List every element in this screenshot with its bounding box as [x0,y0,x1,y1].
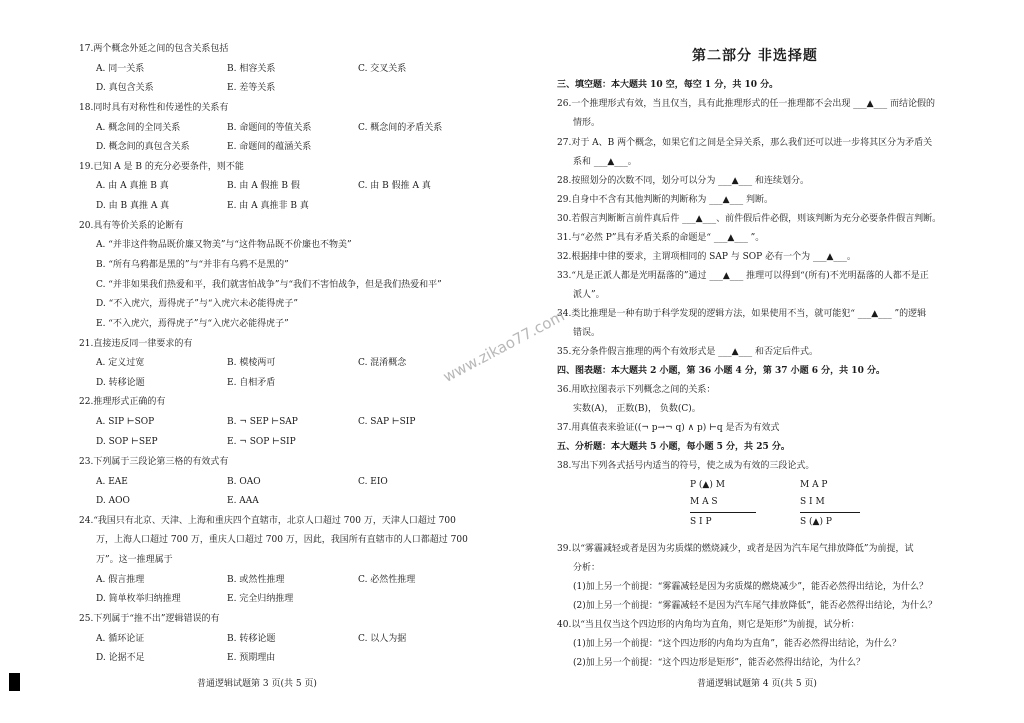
left-line: C. SAP ⊢SIP [358,417,416,427]
left-line: D. 简单枚举归纳推理 [96,594,181,604]
left-line: 24.“我国只有北京、天津、上海和重庆四个直辖市，北京人口超过 700 万，天津人口超过 700 [79,516,456,526]
left-line: B. OAO [227,477,261,487]
left-line: C. 概念间的矛盾关系 [358,123,443,133]
left-line: E. ¬ SOP ⊢SIP [227,437,296,447]
left-line: D. 由 B 真推 A 真 [96,201,170,211]
right-line: 实数(A)， 正数(B)， 负数(C)。 [573,404,701,414]
left-line: C. EIO [358,477,388,487]
left-line: A. 概念间的全同关系 [96,123,181,133]
right-line: 39.以“雾霾减轻或者是因为劣质煤的燃烧减少，或者是因为汽车尾气排放降低”为前提，试 [557,544,914,554]
left-line: 22.推理形式正确的有 [79,397,166,407]
left-line: A. SIP ⊢SOP [96,417,155,427]
right-line: 33.“凡是正派人都是光明磊落的”通过 ___▲___ 推理可以得到“(所有)不光明磊落的人都不是正 [557,271,929,281]
left-line: B. 转移论题 [227,634,276,644]
left-line: B. 或然性推理 [227,575,285,585]
right-line: 35.充分条件假言推理的两个有效形式是 ___▲___ 和否定后件式。 [557,347,818,357]
left-line: B. 模棱两可 [227,358,276,368]
left-line: 21.直接违反同一律要求的有 [79,339,193,349]
right-line: 五、分析题：本大题共 5 小题，每小题 5 分，共 25 分。 [557,442,790,452]
left-line: 23.下列属于三段论第三格的有效式有 [79,457,229,467]
right-line: 40.以“当且仅当这个四边形的内角均为直角，则它是矩形”为前提，试分析： [557,620,860,630]
right-line: 29.自身中不含有其他判断的判断称为 ___▲___ 判断。 [557,195,773,205]
right-line: 派人”。 [573,290,605,300]
syllogism-left-minor: M A S [690,497,718,507]
left-line: D. 真包含关系 [96,83,154,93]
left-line: C. 交叉关系 [358,64,407,74]
left-line: B. 相容关系 [227,64,276,74]
syllogism-right-major: M A P [800,480,828,490]
left-line: 19.已知 A 是 B 的充分必要条件，则不能 [79,162,244,172]
right-line: 情形。 [573,118,601,128]
syllogism-left-major: P (▲) M [690,480,725,490]
left-line: B. 由 A 假推 B 假 [227,181,300,191]
left-line: A. 同一关系 [96,64,145,74]
left-footer: 普通逻辑试题第 3 页(共 5 页) [197,679,317,689]
right-line: 36.用欧拉图表示下列概念之间的关系： [557,385,716,395]
left-line: E. AAA [227,496,259,506]
left-line: B. “所有乌鸦都是黑的”与“并非有乌鸦不是黑的” [96,260,289,270]
left-line: 17.两个概念外延之间的包含关系包括 [79,44,229,54]
right-line: (2)加上另一个前提：“这个四边形是矩形”，能否必然得出结论，为什么？ [573,658,865,668]
right-line: 34.类比推理是一种有助于科学发现的逻辑方法，如果使用不当，就可能犯“ ___▲___ ”的逻辑 [557,309,927,319]
left-line: 25.下列属于“推不出”逻辑错误的有 [79,614,220,624]
left-line: D. 转移论题 [96,378,145,388]
right-line: 28.按照划分的次数不同，划分可以分为 ___▲___ 和连续划分。 [557,176,809,186]
left-line: A. 由 A 真推 B 真 [96,181,169,191]
left-line: A. 循环论证 [96,634,145,644]
syllogism-right-conclusion: S (▲) P [800,517,832,527]
left-line: C. 必然性推理 [358,575,416,585]
syllogism-left-conclusion: S I P [690,517,712,527]
left-line: D. SOP ⊢SEP [96,437,158,447]
right-line: (1)加上另一个前提：“这个四边形的内角均为直角”，能否必然得出结论，为什么？ [573,639,901,649]
section-title: 第二部分 非选择题 [692,48,818,64]
right-line: 系和 ___▲___。 [573,157,637,167]
left-line: B. ¬ SEP ⊢SAP [227,417,298,427]
right-line: 26.一个推理形式有效，当且仅当，具有此推理形式的任一推理都不会出现 ___▲___ 而结论假的 [557,99,935,109]
left-line: E. 差等关系 [227,83,276,93]
left-line: E. 完全归纳推理 [227,594,294,604]
right-line: 错误。 [573,328,601,338]
left-line: C. 由 B 假推 A 真 [358,181,431,191]
left-line: E. 由 A 真推非 B 真 [227,201,309,211]
right-line: 37.用真值表来验证((¬ p→¬ q) ∧ p) ⊢q 是否为有效式 [557,423,780,433]
syllogism-left-rule [690,512,756,513]
right-line: (1)加上另一个前提：“雾霾减轻是因为劣质煤的燃烧减少”，能否必然得出结论，为什么？ [573,582,928,592]
left-line: A. 定义过宽 [96,358,145,368]
left-line: E. 预期理由 [227,653,276,663]
right-footer: 普通逻辑试题第 4 页(共 5 页) [697,679,817,689]
right-line: 31.与“必然 P”具有矛盾关系的命题是“ ___▲___ ”。 [557,233,765,243]
left-line: D. 论据不足 [96,653,145,663]
right-line: 38.写出下列各式括号内适当的符号，使之成为有效的三段论式。 [557,461,815,471]
left-line: 18.同时具有对称性和传递性的关系有 [79,103,229,113]
left-line: 万，上海人口超过 700 万，重庆人口超过 700 万，因此，我国所有直辖市的人口都超过 700 [96,535,468,545]
left-line: D. AOO [96,496,130,506]
right-line: 27.对于 A、B 两个概念，如果它们之间是全异关系，那么我们还可以进一步将其区分为矛盾关 [557,138,933,148]
right-line: 分析： [573,563,601,573]
left-line: 万”。这一推理属于 [96,555,173,565]
left-line: C. 混淆概念 [358,358,407,368]
left-line: A. EAE [96,477,128,487]
left-line: A. “并非这件物品既价廉又物美”与“这件物品既不价廉也不物美” [96,240,352,250]
left-line: C. “并非如果我们热爱和平，我们就害怕战争”与“我们不害怕战争，但是我们热爱和平” [96,280,442,290]
right-line: 三、填空题：本大题共 10 空，每空 1 分，共 10 分。 [557,80,779,90]
left-line: E. 自相矛盾 [227,378,276,388]
left-line: E. “不入虎穴，焉得虎子”与“入虎穴必能得虎子” [96,319,289,329]
syllogism-right-minor: S I M [800,497,825,507]
registration-mark [9,673,20,691]
left-line: C. 以人为据 [358,634,407,644]
right-line: 32.根据排中律的要求，主谓项相同的 SAP 与 SOP 必有一个为 ___▲___。 [557,252,856,262]
left-line: A. 假言推理 [96,575,145,585]
left-line: B. 命题间的等值关系 [227,123,312,133]
watermark-text: www.zikao77.com [440,306,568,386]
right-line: (2)加上另一个前提：“雾霾减轻不是因为汽车尾气排放降低”，能否必然得出结论，为什么？ [573,601,937,611]
right-line: 30.若假言判断断言前件真后件 ___▲___、前件假后件必假，则该判断为充分必要条件假言判断。 [557,214,942,224]
syllogism-right-rule [800,512,860,513]
right-line: 四、图表题：本大题共 2 小题，第 36 小题 4 分，第 37 小题 6 分，共 10 分。 [557,366,885,376]
left-line: 20.具有等价关系的论断有 [79,221,184,231]
left-line: D. 概念间的真包含关系 [96,142,190,152]
left-line: E. 命题间的蕴涵关系 [227,142,312,152]
left-line: D. “不入虎穴，焉得虎子”与“入虎穴未必能得虎子” [96,299,299,309]
